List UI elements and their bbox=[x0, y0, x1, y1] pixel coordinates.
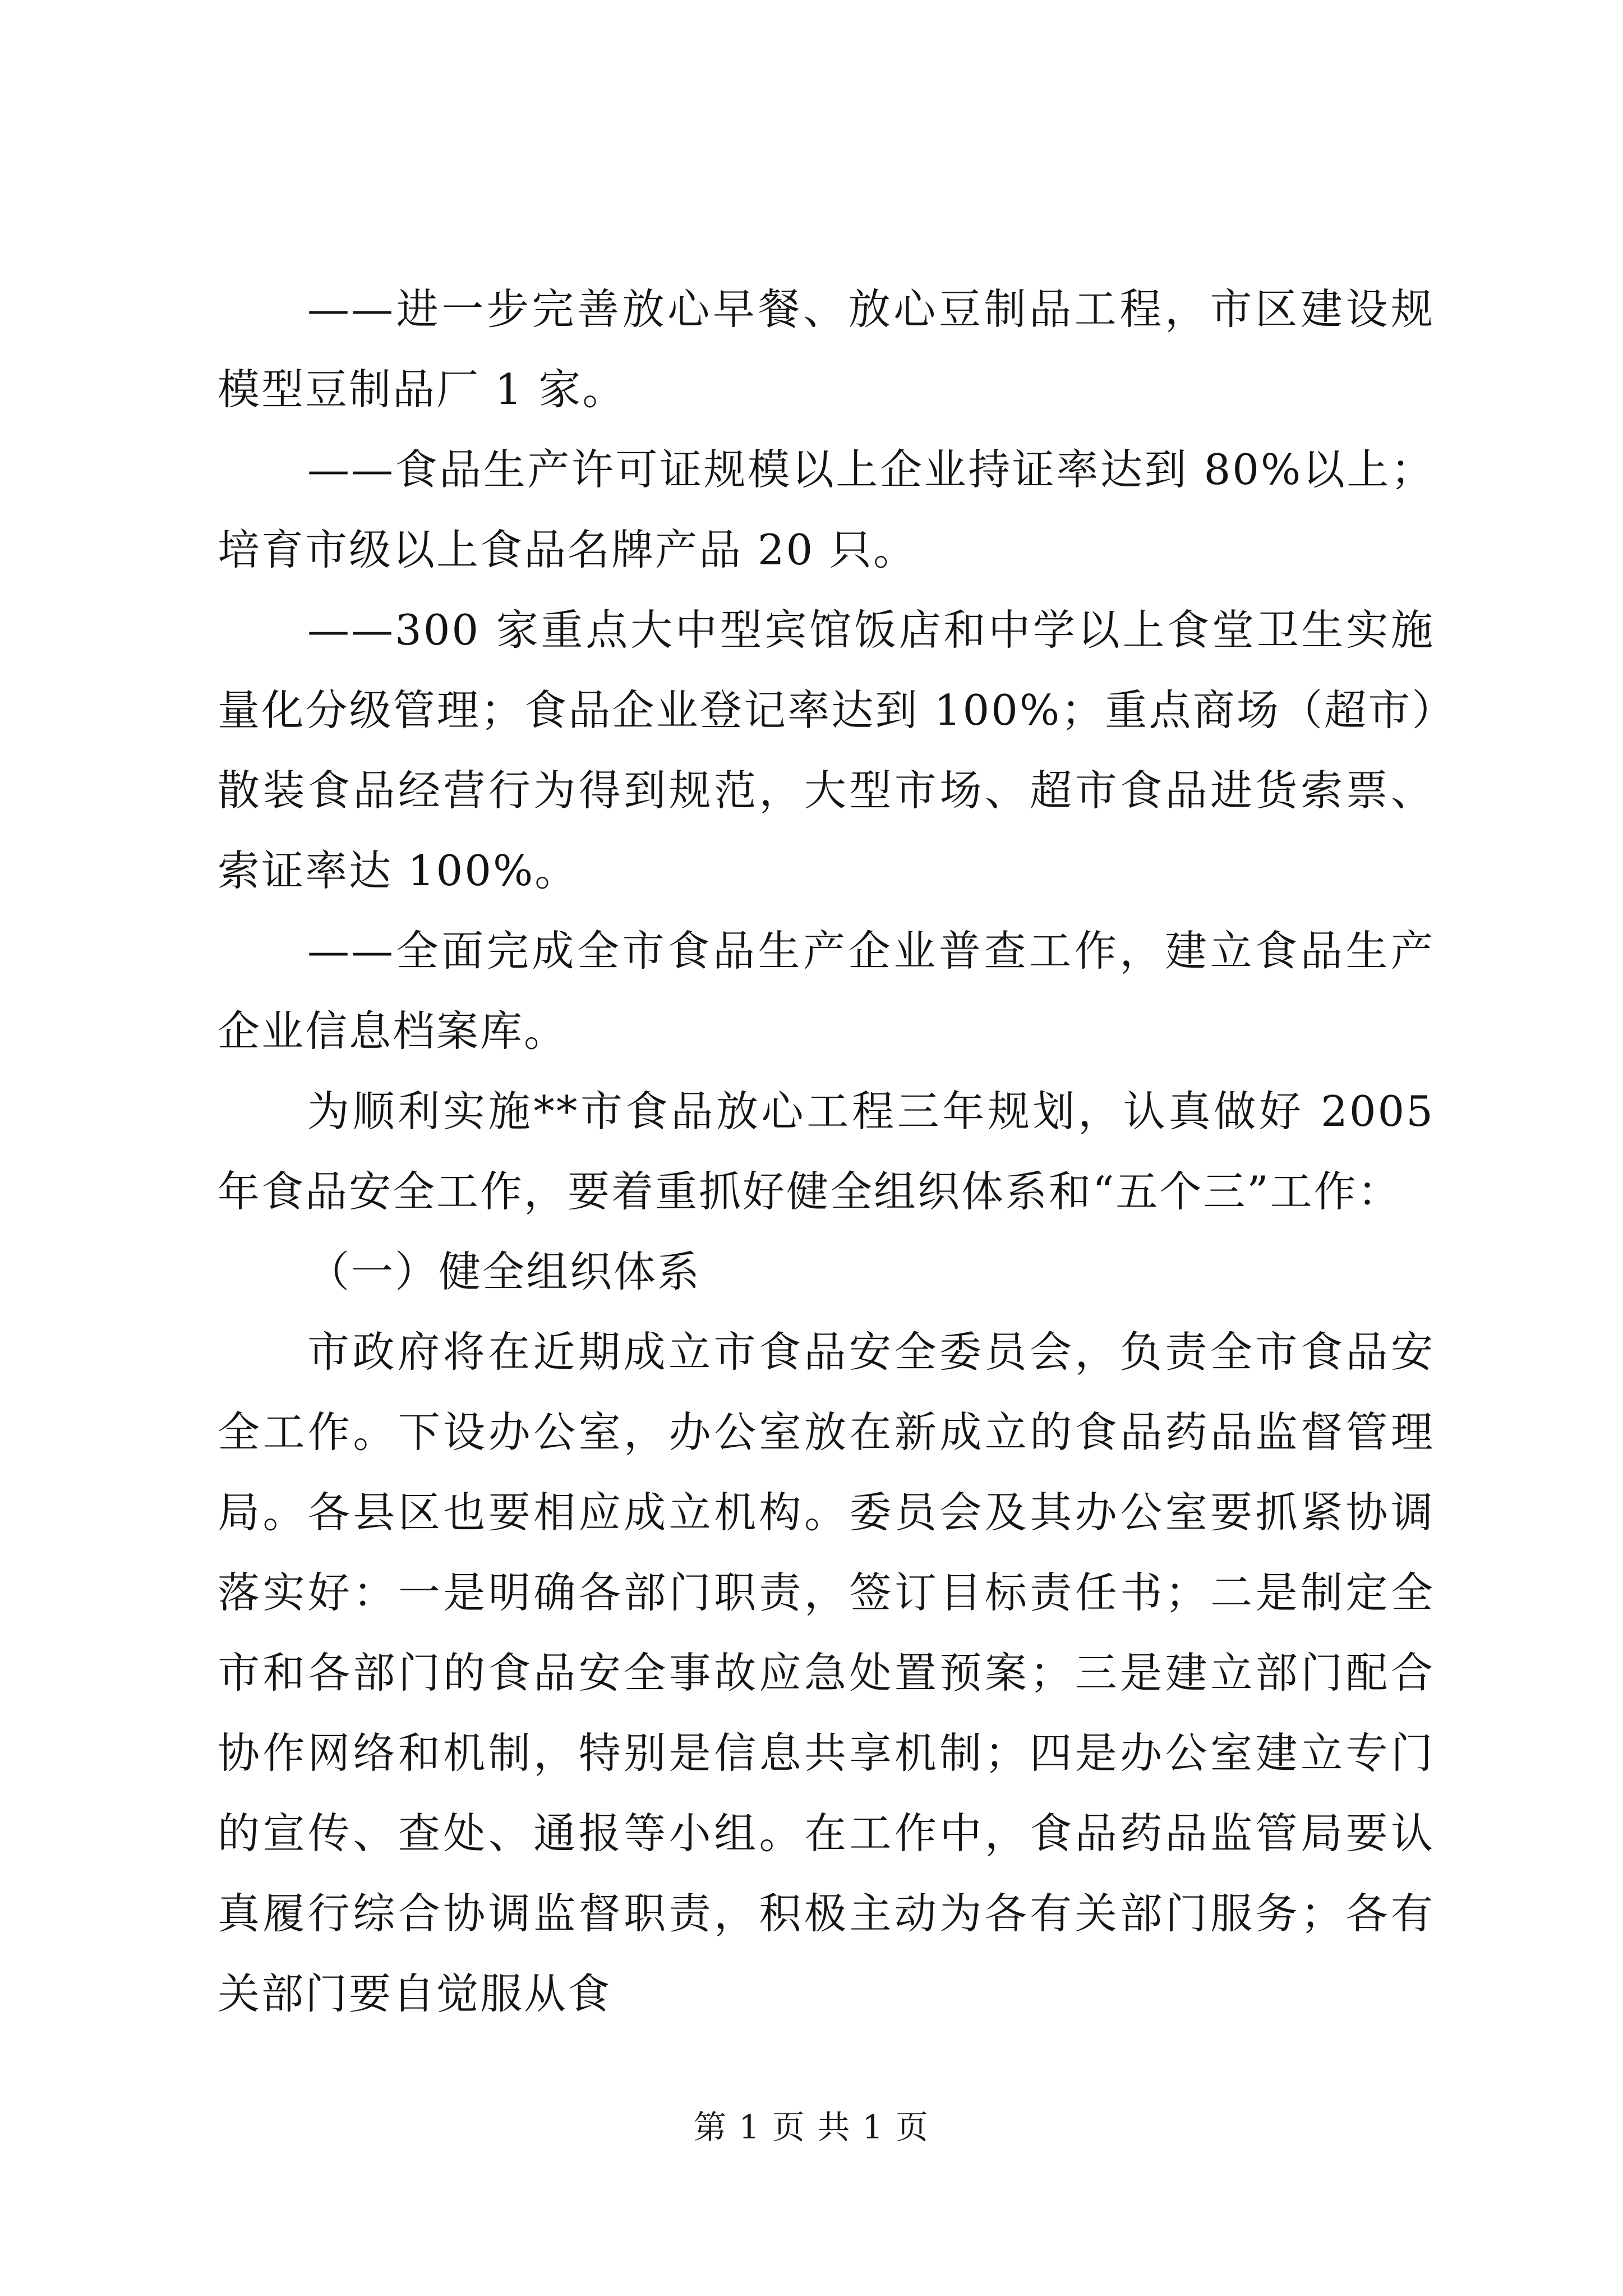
paragraph-hotel-canteen-management: ——300 家重点大中型宾馆饭店和中学以上食堂卫生实施量化分级管理；食品企业登记率达到 100%；重点商场（超市）散装食品经营行为得到规范，大型市场、超市食品进货索票、索证率达 100%。 bbox=[218, 605, 1435, 895]
document-body bbox=[218, 269, 1435, 2034]
paragraph-implementation-plan: 为顺利实施**市食品放心工程三年规划，认真做好 2005 年食品安全工作，要着重抓好健全组织体系和“五个三”工作： bbox=[218, 1087, 1435, 1216]
section-heading: （一）健全组织体系 bbox=[307, 1247, 702, 1296]
page-number-footer: 第 1 页 共 1 页 bbox=[694, 2108, 929, 2146]
paragraph-production-license: ——食品生产许可证规模以上企业持证率达到 80%以上；培育市级以上食品名牌产品 20 只。 bbox=[218, 445, 1435, 574]
paragraph-organization-system: 市政府将在近期成立市食品安全委员会，负责全市食品安全工作。下设办公室，办公室放在新成立的食品药品监督管理局。各县区也要相应成立机构。委员会及其办公室要抓紧协调落实好：一是明确各部门职责，签订目标责任书；二是制定全市和各部门的食品安全事故应急处置预案；三是建立部门配合协作网络和机制，特别是信息共享机制；四是办公室建立专门的宣传、查处、通报等小组。在工作中，食品药品监管局要认真履行综合协调监督职责，积极主动为各有关部门服务；各有关部门要自觉服从食 bbox=[218, 1327, 1435, 2018]
paragraph-breakfast-tofu: ——进一步完善放心早餐、放心豆制品工程，市区建设规模型豆制品厂 1 家。 bbox=[218, 284, 1435, 414]
paragraph-enterprise-survey: ——全面完成全市食品生产企业普查工作，建立食品生产企业信息档案库。 bbox=[218, 926, 1435, 1056]
